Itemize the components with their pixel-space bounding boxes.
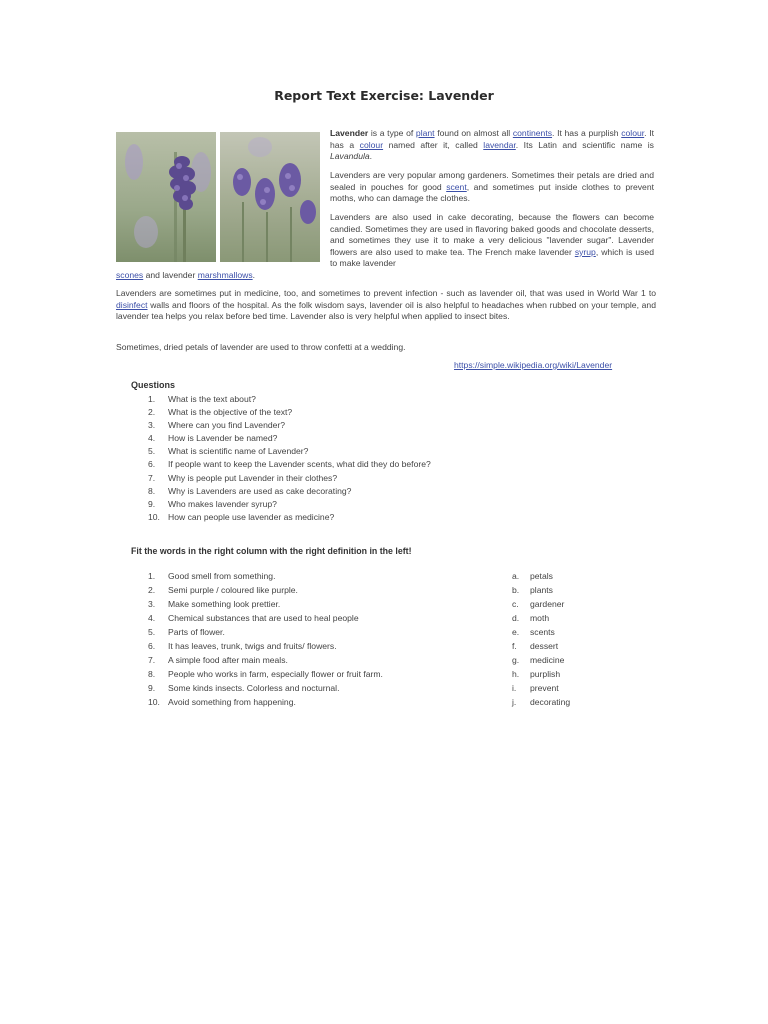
link-colour-2[interactable]: colour xyxy=(359,139,384,150)
cake-paragraph-tail: scones and lavender marshmallows. xyxy=(116,270,256,280)
link-continents[interactable]: continents xyxy=(512,128,553,138)
list-item: g. medicine xyxy=(512,655,565,665)
medicine-paragraph: Lavenders are sometimes put in medicine, too, and sometimes to prevent infection - such as lavender oil, that was used in World War 1 to disinfect walls and floors of the hospital. As the folk wisdom says, lavender oil is also helpful to headaches when rubbed on your temple, and lavender tea helps you relax before bed time. Lavender also is very helpful when applied to insect bites. xyxy=(116,288,656,322)
link-syrup[interactable]: syrup xyxy=(574,246,596,257)
list-item: 5. Parts of flower. xyxy=(148,627,225,637)
list-item: 6. If people want to keep the Lavender scents, what did they do before? xyxy=(148,459,431,470)
link-scent[interactable]: scent xyxy=(446,181,467,192)
list-item: h. purplish xyxy=(512,669,561,679)
questions-heading: Questions xyxy=(131,380,176,390)
list-item: 8. People who works in farm, especially flower or fruit farm. xyxy=(148,669,383,679)
intro-paragraph: Lavender is a type of plant found on almost all continents. It has a purplish colour. It has a colour named after it, called lavendar. Its Latin and scientific name is Lavandula. xyxy=(330,128,654,162)
list-item: 6. It has leaves, trunk, twigs and fruits/ flowers. xyxy=(148,641,337,651)
cake-paragraph: Lavenders are also used in cake decorating, because the flowers can become candied. Sometimes they are used in flavoring baked goods and chocolate desserts, and sometimes they use it to make a very delicious "lavender sugar". Lavender flowers are also used to make tea. The French make lavender syrup, which is used to make lavender xyxy=(330,212,654,269)
list-item: 10. Avoid something from happening. xyxy=(148,697,296,707)
list-item: f. dessert xyxy=(512,641,559,651)
list-item: 3. Where can you find Lavender? xyxy=(148,420,286,431)
list-item: a. petals xyxy=(512,571,553,581)
list-item: j. decorating xyxy=(512,697,571,707)
questions-list xyxy=(148,393,431,524)
list-item: 3. Make something look prettier. xyxy=(148,599,281,609)
source-link[interactable]: https://simple.wikipedia.org/wiki/Lavender xyxy=(454,360,613,370)
list-item: 8. Why is Lavenders are used as cake decorating? xyxy=(148,485,352,496)
list-item: 4. Chemical substances that are used to heal people xyxy=(148,613,359,623)
latin-name: Lavandula xyxy=(330,151,370,162)
list-item: i. prevent xyxy=(512,683,559,693)
list-item: 4. How is Lavender be named? xyxy=(148,433,278,444)
list-item: b. plants xyxy=(512,585,553,595)
words-list xyxy=(512,569,570,709)
wedding-paragraph: Sometimes, dried petals of lavender are used to throw confetti at a wedding. xyxy=(116,342,406,352)
list-item: c. gardener xyxy=(512,599,565,609)
link-colour[interactable]: colour xyxy=(621,128,645,138)
link-lavendar[interactable]: lavendar xyxy=(483,139,516,150)
matching-heading: Fit the words in the right column with the right definition in the left! xyxy=(131,546,412,556)
list-item: 7. Why is people put Lavender in their clothes? xyxy=(148,472,338,483)
list-item: 2. What is the objective of the text? xyxy=(148,407,293,418)
definitions-list xyxy=(148,569,383,709)
link-marshmallows[interactable]: marshmallows xyxy=(197,270,253,280)
lavender-photo-left xyxy=(116,132,216,262)
lavender-photo-right xyxy=(220,132,320,262)
list-item: 1. What is the text about? xyxy=(148,394,256,404)
link-disinfect[interactable]: disinfect xyxy=(116,299,148,310)
list-item: 7. A simple food after main meals. xyxy=(148,655,288,665)
list-item: 1. Good smell from something. xyxy=(148,571,276,581)
list-item: 9. Who makes lavender syrup? xyxy=(148,498,277,509)
list-item: 10. How can people use lavender as medicine? xyxy=(148,511,335,522)
list-item: e. scents xyxy=(512,627,555,637)
list-item: 2. Semi purple / coloured like purple. xyxy=(148,585,298,595)
list-item: 9. Some kinds insects. Colorless and nocturnal. xyxy=(148,683,340,693)
link-plant[interactable]: plant xyxy=(415,128,435,138)
link-scones[interactable]: scones xyxy=(116,270,144,280)
gardeners-paragraph: Lavenders are very popular among gardeners. Sometimes their petals are dried and sealed in pouches for good scent, and sometimes put inside clothes to prevent moths, who can damage the clothes. xyxy=(330,170,655,204)
list-item: d. moth xyxy=(512,613,550,623)
lavender-photos xyxy=(116,132,320,262)
page-title: Report Text Exercise: Lavender xyxy=(274,88,494,103)
list-item: 5. What is scientific name of Lavender? xyxy=(148,446,309,457)
term-lavender: Lavender xyxy=(330,128,369,138)
